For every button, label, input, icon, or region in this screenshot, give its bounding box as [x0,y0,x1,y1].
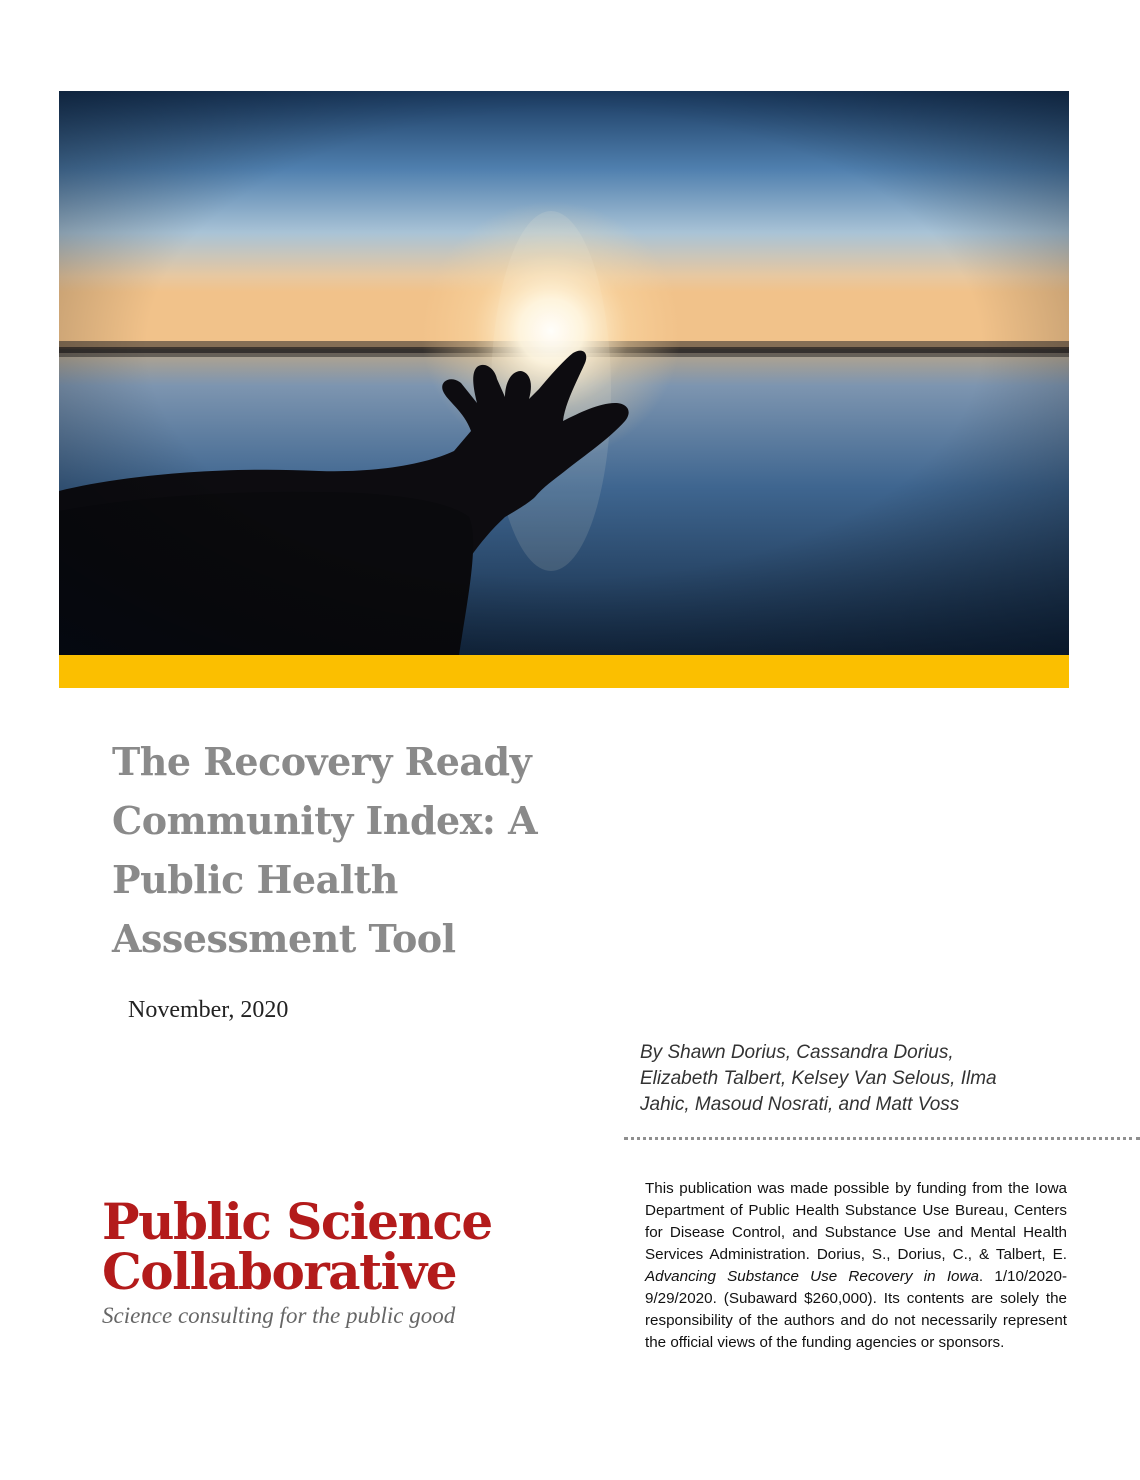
organization-logo [102,1192,572,1329]
dotted-divider [624,1137,1140,1140]
funding-text: This publication was made possible by funding from the Iowa Department of Public Health Substance Use Bureau, Centers for Disease Control, and Substance Use and Mental Health Services Administration. Dorius, S., Dorius, C., & Talbert, E. [645,1180,1067,1263]
funding-statement [645,1178,1067,1354]
organization-tagline: Science consulting for the public good [102,1303,456,1328]
organization-name-line: Collaborative [102,1242,457,1301]
funding-report-title: Advancing Substance Use Recovery in Iowa [645,1268,979,1285]
accent-bar [59,655,1069,688]
organization-name-line: Public Science [102,1192,492,1251]
document-title [112,732,632,968]
author-line: Elizabeth Talbert, Kelsey Van Selous, Ilma [640,1068,997,1089]
author-line: By Shawn Dorius, Cassandra Dorius, [640,1042,954,1063]
author-line: Jahic, Masoud Nosrati, and Matt Voss [640,1094,960,1115]
publication-date: November, 2020 [128,997,289,1023]
title-line: The Recovery Ready [112,739,532,784]
author-list [640,1040,1060,1118]
title-line: Public Health [112,857,398,902]
title-line: Community Index: A [112,798,538,843]
organization-name [102,1192,572,1301]
cover-photo [59,91,1069,655]
title-line: Assessment Tool [112,916,456,961]
funding-text-cont: . 1/10/2020-9/29/2020. (Subaward $260,000). Its contents are solely the responsibility of the authors and do not necessarily represent the official views of the funding agencies or sponsors. [645,1268,1067,1351]
